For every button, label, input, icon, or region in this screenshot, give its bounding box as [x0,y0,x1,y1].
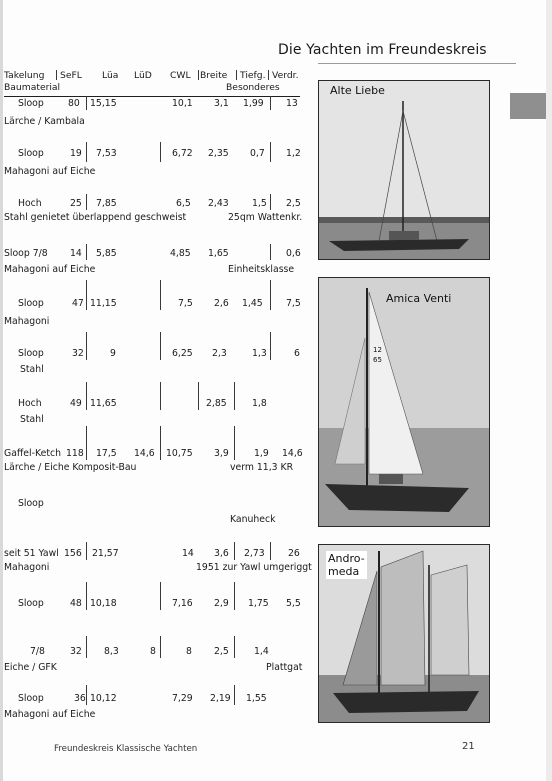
cell-tiefg: 2,73 [244,548,265,559]
cell-divider [270,280,271,310]
cell-material: Mahagoni [4,562,50,573]
cell-material: Mahagoni auf Eiche [4,709,96,720]
cell-sefl: 32 [70,646,82,657]
cell-divider [270,542,271,560]
cell-sefl: 48 [70,598,82,609]
cell-breite: 1,65 [208,248,229,259]
col-header-verdr: Verdr. [272,70,299,81]
cell-divider [160,636,161,658]
cell-divider [86,685,87,705]
cell-material: Eiche / GFK [4,662,57,673]
cell-cwl: 7,16 [172,598,193,609]
cell-cwl: 7,5 [178,298,193,309]
cell-divider [86,426,87,460]
cell-lua: 7,53 [96,148,117,159]
cell-divider [160,582,161,610]
cell-material: Stahl genietet überlappend geschweist [4,212,187,223]
cell-divider [270,332,271,360]
header-divider [236,70,237,80]
cell-sefl: 32 [72,348,84,359]
cell-material: Lärche / Eiche Komposit-Bau [4,462,137,473]
cell-takelung: seit 51 Yawl [4,548,59,559]
header-divider [56,70,57,80]
cell-divider [234,542,235,560]
cell-sefl: 47 [72,298,84,309]
cell-breite: 3,6 [214,548,229,559]
cell-tiefg: 1,75 [248,598,269,609]
cell-besonderes: Kanuheck [230,514,276,525]
cell-divider [234,685,235,705]
cell-lua: 21,57 [92,548,119,559]
cell-besonderes: Einheitsklasse [228,264,295,275]
cell-lua: 11,65 [90,398,117,409]
cell-besonderes: Plattgat [266,662,303,673]
cell-takelung: Sloop [18,693,44,704]
cell-takelung: Sloop [18,348,44,359]
cell-divider [86,244,87,260]
sailboat-photo-icon [319,81,489,259]
cell-verdr: 0,6 [286,248,301,259]
cell-verdr: 7,5 [286,298,301,309]
cell-divider [234,426,235,460]
page-title: Die Yachten im Freundeskreis [278,42,487,58]
cell-verdr: 5,5 [286,598,301,609]
cell-takelung: Sloop [18,98,44,109]
page-number: 21 [462,741,475,752]
cell-tiefg: 0,7 [250,148,265,159]
header-rule [4,96,300,97]
cell-material: Stahl [20,364,44,375]
cell-takelung: Sloop [18,498,44,509]
cell-divider [198,382,199,410]
cell-divider [86,280,87,310]
cell-divider [234,582,235,610]
sailboat-photo-icon [319,278,489,526]
cell-takelung: 7/8 [30,646,45,657]
cell-sefl: 19 [70,148,82,159]
cell-verdr: 13 [286,98,298,109]
cell-divider [270,96,271,110]
scan-right-edge [546,0,552,781]
col-header-lud: LüD [134,70,152,81]
cell-takelung: Sloop 7/8 [4,248,48,259]
cell-cwl: 4,85 [170,248,191,259]
yacht-photo-alte-liebe [318,80,490,260]
cell-divider [234,382,235,410]
cell-material: Lärche / Kambala [4,116,85,127]
cell-tiefg: 1,9 [254,448,269,459]
cell-cwl: 10,75 [166,448,193,459]
cell-tiefg: 1,3 [252,348,267,359]
header-divider [198,70,199,80]
cell-lua: 10,12 [90,693,117,704]
col-header-baumaterial: Baumaterial [4,82,61,93]
cell-sefl: 14 [70,248,82,259]
cell-lua: 7,85 [96,198,117,209]
cell-sefl: 156 [64,548,82,559]
cell-lua: 17,5 [96,448,117,459]
cell-cwl: 6,25 [172,348,193,359]
col-header-breite: Breite [200,70,228,81]
cell-material: Mahagoni auf Eiche [4,166,96,177]
cell-takelung: Hoch [18,198,42,209]
cell-material: Mahagoni [4,316,50,327]
cell-breite: 2,19 [210,693,231,704]
col-header-takelung: Takelung [4,70,45,81]
cell-verdr: 26 [288,548,300,559]
cell-verdr: 6 [294,348,300,359]
cell-cwl: 6,72 [172,148,193,159]
cell-divider [86,142,87,162]
cell-divider [160,426,161,460]
cell-breite: 2,43 [208,198,229,209]
title-rule [318,63,516,64]
cell-material: Stahl [20,414,44,425]
cell-material: Mahagoni auf Eiche [4,264,96,275]
cell-divider [270,142,271,162]
cell-verdr: 2,5 [286,198,301,209]
photo-caption: Amica Venti [386,292,452,305]
cell-divider [86,582,87,610]
cell-breite: 2,9 [214,598,229,609]
cell-divider [160,142,161,162]
photo-caption: Andro- meda [328,552,365,578]
cell-verdr: 1,2 [286,148,301,159]
cell-tiefg: 1,99 [243,98,264,109]
cell-breite: 2,5 [214,646,229,657]
header-divider [268,70,269,80]
cell-cwl: 6,5 [176,198,191,209]
cell-cwl: 10,1 [172,98,193,109]
cell-lua: 8,3 [104,646,119,657]
cell-takelung: Gaffel-Ketch [4,448,61,459]
cell-cwl: 8 [186,646,192,657]
cell-breite: 3,1 [214,98,229,109]
cell-besonderes: 25qm Wattenkr. [228,212,303,223]
cell-sefl: 118 [66,448,84,459]
page-footer: Freundeskreis Klassische Yachten [54,744,198,754]
cell-divider [86,382,87,410]
cell-breite: 2,35 [208,148,229,159]
cell-lua: 5,85 [96,248,117,259]
cell-tiefg: 1,5 [252,198,267,209]
col-header-cwl: CWL [170,70,191,81]
col-header-lua: Lüa [102,70,119,81]
cell-tiefg: 1,8 [252,398,267,409]
cell-divider [86,636,87,658]
cell-divider [234,636,235,658]
cell-lua: 11,15 [90,298,117,309]
cell-breite: 2,85 [206,398,227,409]
cell-divider [86,332,87,360]
cell-divider [160,382,161,410]
cell-sefl: 25 [70,198,82,209]
cell-breite: 3,9 [214,448,229,459]
photo-caption: Alte Liebe [330,84,385,97]
cell-tiefg: 1,55 [246,693,267,704]
cell-divider [86,194,87,210]
cell-sefl: 49 [70,398,82,409]
cell-cwl: 7,29 [172,693,193,704]
cell-sefl: 36 [74,693,86,704]
cell-lud: 8 [150,646,156,657]
cell-takelung: Sloop [18,298,44,309]
col-header-tiefg: Tiefg. [240,70,266,81]
cell-besonderes: verm 11,3 KR [230,462,294,473]
cell-lua: 15,15 [90,98,117,109]
cell-divider [86,542,87,560]
cell-tiefg: 1,45 [242,298,263,309]
cell-divider [270,194,271,210]
cell-takelung: Hoch [18,398,42,409]
cell-divider [86,96,87,110]
page-tab-marker [510,93,546,119]
col-header-besonderes: Besonderes [226,82,280,93]
scan-left-edge [0,0,3,781]
cell-sefl: 80 [68,98,80,109]
cell-verdr: 14,6 [282,448,303,459]
sail-number: 12 65 [373,346,382,364]
cell-cwl: 14 [182,548,194,559]
cell-takelung: Sloop [18,598,44,609]
cell-lud: 14,6 [134,448,155,459]
cell-besonderes: 1951 zur Yawl umgeriggt [196,562,312,573]
cell-takelung: Sloop [18,148,44,159]
cell-divider [160,332,161,360]
cell-tiefg: 1,4 [254,646,269,657]
col-header-sefl: SeFL [60,70,82,81]
cell-breite: 2,3 [212,348,227,359]
cell-lua: 9 [110,348,116,359]
cell-breite: 2,6 [214,298,229,309]
cell-divider [270,244,271,260]
yacht-photo-amica-venti [318,277,490,527]
cell-lua: 10,18 [90,598,117,609]
cell-divider [160,280,161,310]
